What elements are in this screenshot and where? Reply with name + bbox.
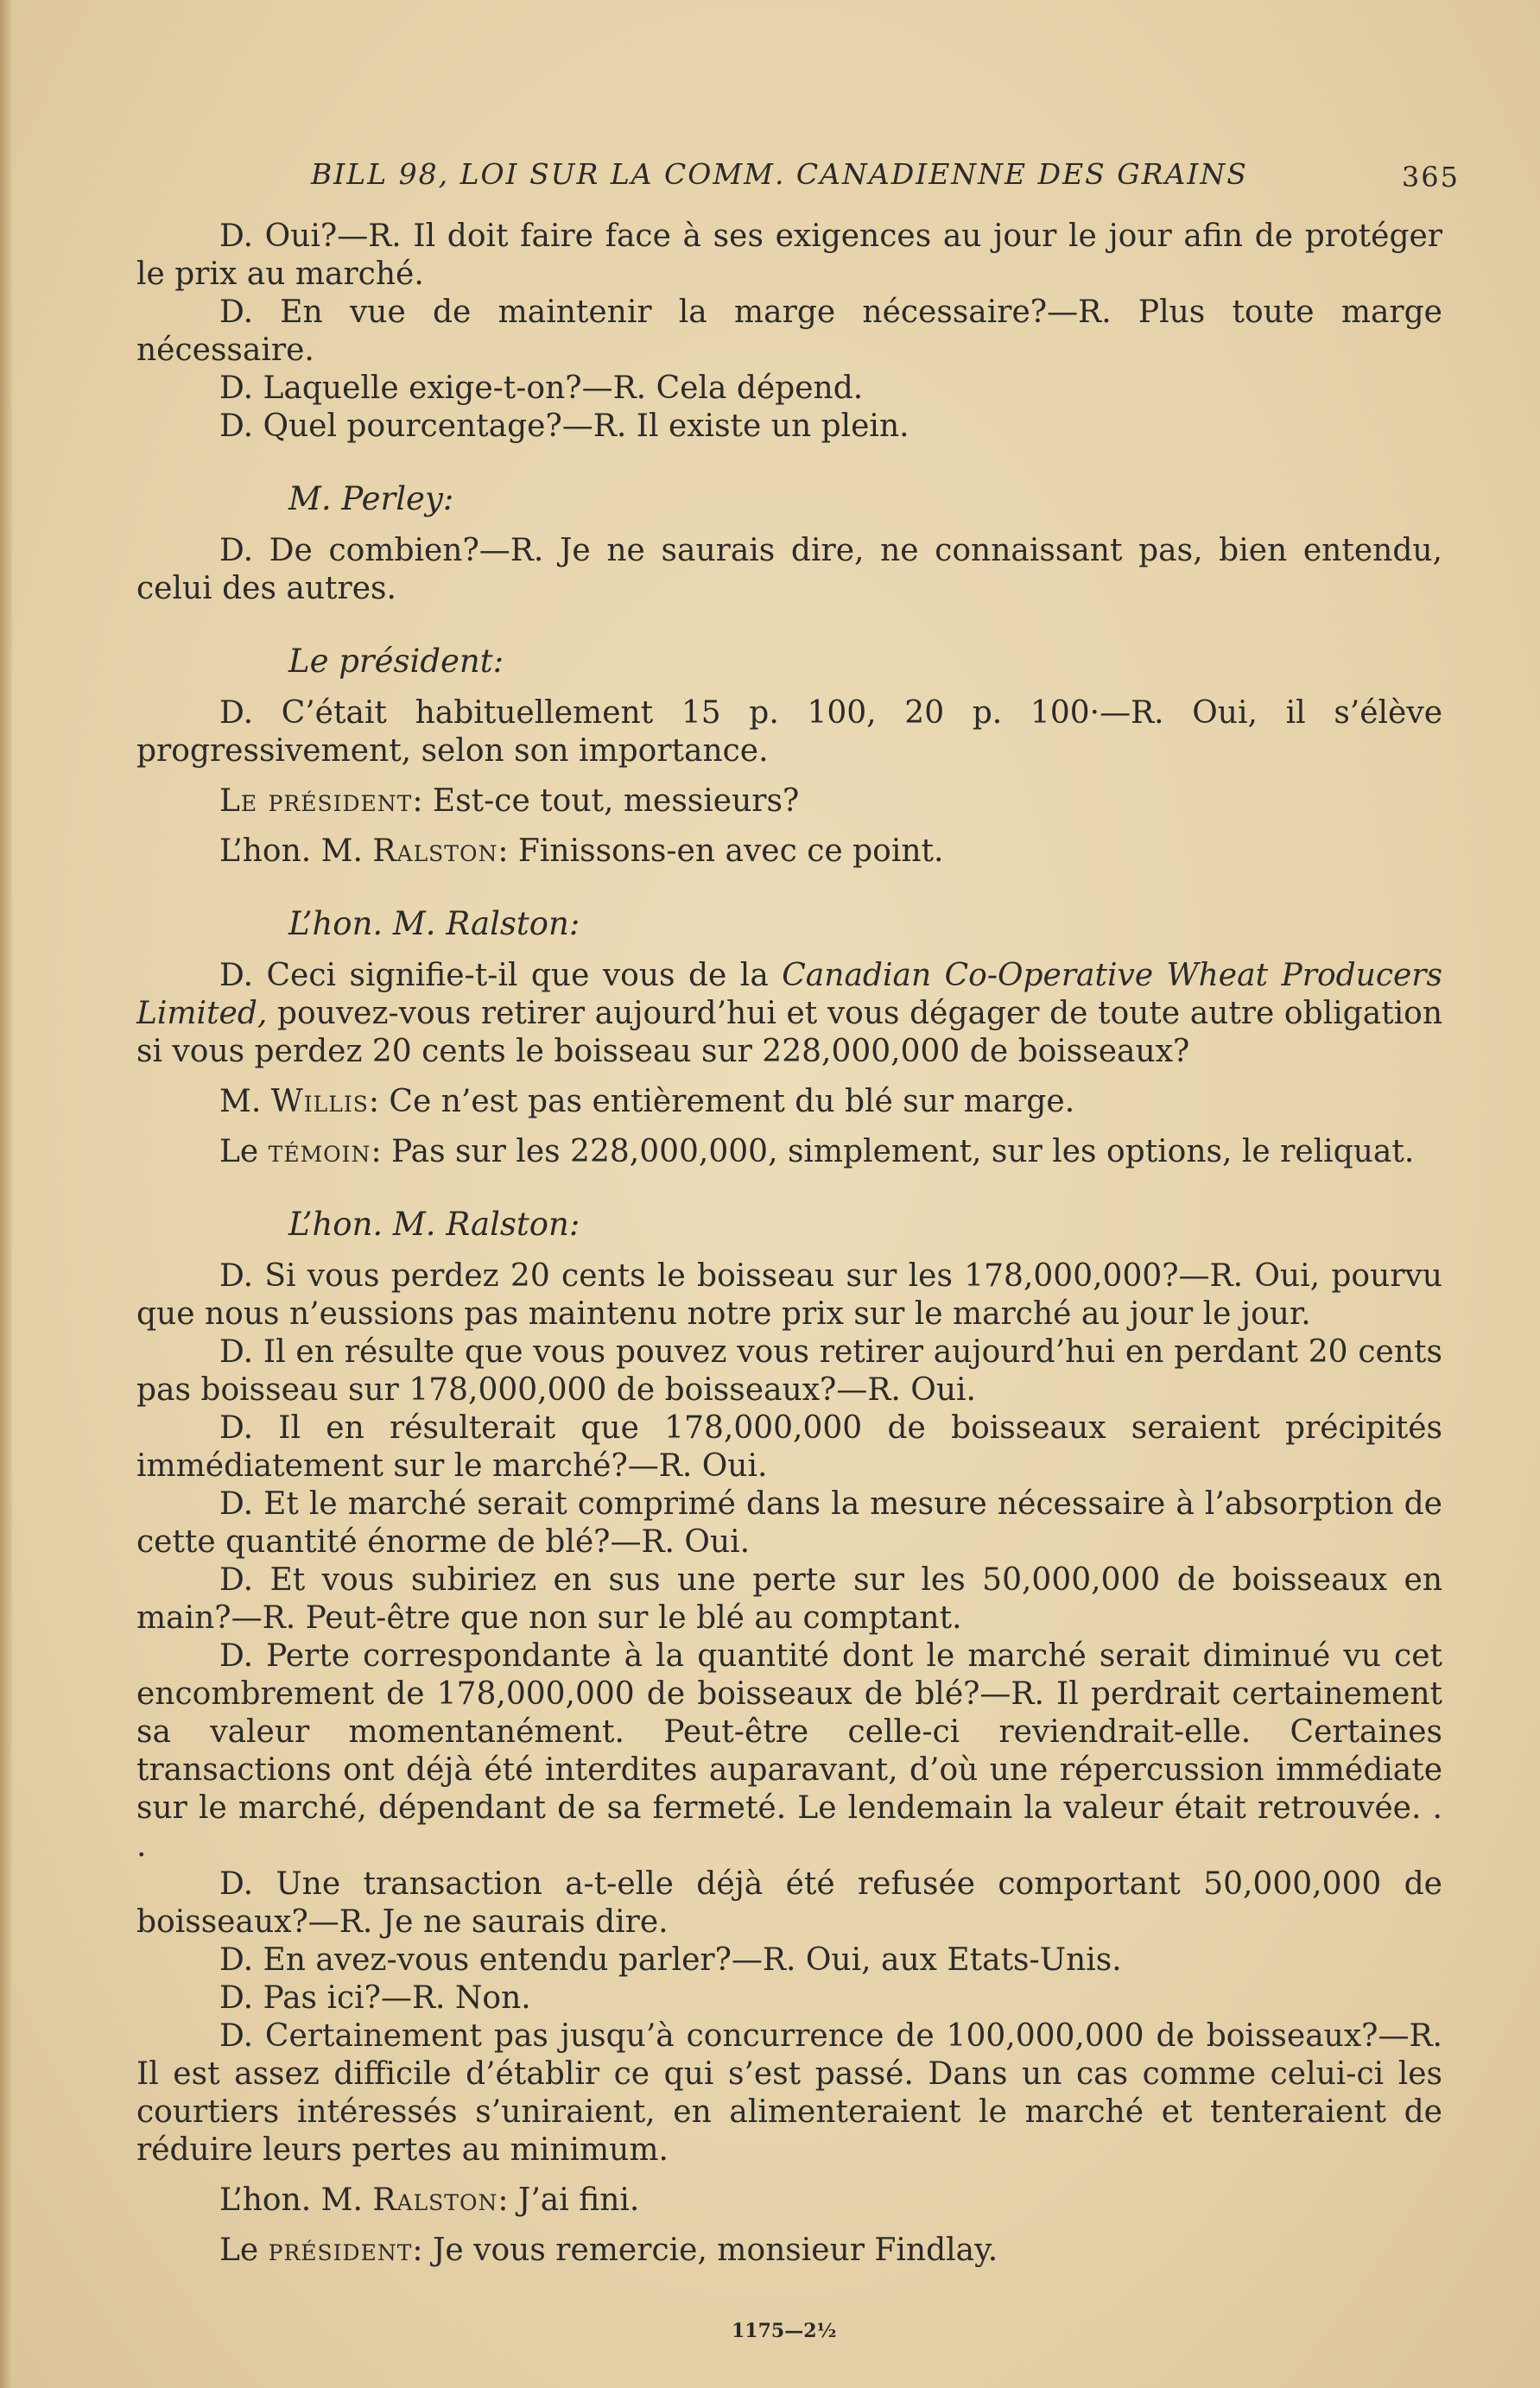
speaker-remark: [136, 782, 1442, 820]
qa-text: pouvez-vous retirer aujourd’hui et vous dégager de toute autre obligation si vous perdez 20 cents le boisseau sur 228,000,000 de boisseaux?: [136, 996, 1442, 1069]
remark-text: : J’ai fini.: [497, 2182, 640, 2218]
speaker-prefix: Le: [219, 2233, 269, 2268]
page-binding-edge: [0, 0, 12, 2388]
page-body: [136, 218, 1442, 2270]
remark-text: : Pas sur les 228,000,000, simplement, sur les options, le reliquat.: [371, 1134, 1415, 1169]
qa-paragraph: D. De combien?—R. Je ne saurais dire, ne connaissant pas, bien entendu, celui des autres.: [136, 533, 1442, 606]
speaker-heading: M. Perley:: [288, 480, 454, 517]
printer-signature: 1175—2½: [732, 2320, 837, 2342]
qa-paragraph: D. Pas ici?—R. Non.: [219, 1980, 531, 2016]
speaker-prefix: Le: [219, 1134, 269, 1169]
remark-text: : Ce n’est pas entièrement du blé sur marge.: [368, 1084, 1075, 1119]
speaker-name: Ralston: [372, 833, 498, 869]
speaker-name: témoin: [268, 1134, 371, 1169]
qa-paragraph: D. C’était habituellement 15 p. 100, 20 p. 100·—R. Oui, il s’élève progressivement, selon son importance.: [136, 695, 1442, 769]
qa-paragraph: D. Perte correspondante à la quantité dont le marché serait diminué vu cet encombrement de 178,000,000 de boisseaux de blé?—R. Il perdrait certainement sa valeur momentanément. Peut-être celle-ci reviendrait-elle. Certaines transactions ont déjà été interdites auparavant, d’où une répercussion immédiate sur le marché, dépendant de sa fermeté. Le lendemain la valeur était retrouvée. . .: [136, 1638, 1442, 1864]
speaker-name: Ralston: [372, 2182, 498, 2218]
qa-paragraph: D. Oui?—R. Il doit faire face à ses exigences au jour le jour afin de protéger le prix au marché.: [136, 219, 1442, 292]
company-name: Canadian Co-Operative Wheat Producers Limited,: [136, 958, 1442, 1031]
qa-paragraph: D. Quel pourcentage?—R. Il existe un plein.: [219, 409, 909, 444]
qa-paragraph: D. Une transaction a-t-elle déjà été refusée comportant 50,000,000 de boisseaux?—R. Je ne saurais dire.: [136, 1866, 1442, 1940]
speaker-remark: [136, 1133, 1442, 1171]
qa-paragraph: D. Et vous subiriez en sus une perte sur les 50,000,000 de boisseaux en main?—R. Peut-être que non sur le blé au comptant.: [136, 1562, 1442, 1636]
speaker-name: Willis: [270, 1084, 369, 1119]
qa-paragraph: D. Il en résulte que vous pouvez vous retirer aujourd’hui en perdant 20 cents pas boisseau sur 178,000,000 de boisseaux?—R. Oui.: [136, 1334, 1442, 1408]
qa-paragraph: D. Et le marché serait comprimé dans la mesure nécessaire à l’absorption de cette quantité énorme de blé?—R. Oui.: [136, 1486, 1442, 1560]
speaker-name: président: [268, 2233, 413, 2268]
speaker-prefix: L’hon. M.: [219, 833, 373, 869]
qa-paragraph: D. Certainement pas jusqu’à concurrence de 100,000,000 de boisseaux?—R. Il est assez difficile d’établir ce qui s’est passé. Dans un cas comme celui-ci les courtiers intéressés s’uniraient, en alimenteraient le marché et tenteraient de réduire leurs pertes au minimum.: [136, 2018, 1442, 2168]
speaker-heading: L’hon. M. Ralston:: [288, 1206, 580, 1243]
speaker-prefix: M.: [219, 1084, 271, 1119]
qa-paragraph: D. En vue de maintenir la marge nécessaire?—R. Plus toute marge nécessaire.: [136, 295, 1442, 368]
speaker-remark: [136, 2182, 1442, 2220]
qa-text: D. Ceci signifie-t-il que vous de la: [219, 958, 783, 993]
qa-paragraph: D. Si vous perdez 20 cents le boisseau sur les 178,000,000?—R. Oui, pourvu que nous n’eussions pas maintenu notre prix sur le marché au jour le jour.: [136, 1258, 1442, 1332]
qa-paragraph: D. Il en résulterait que 178,000,000 de boisseaux seraient précipités immédiatement sur le marché?—R. Oui.: [136, 1410, 1442, 1484]
speaker-remark: [136, 1083, 1442, 1121]
speaker-remark: [136, 2232, 1442, 2270]
speaker-name: Le président: [219, 783, 413, 819]
speaker-heading: Le président:: [288, 643, 504, 680]
qa-paragraph: [136, 957, 1442, 1071]
speaker-prefix: L’hon. M.: [219, 2182, 373, 2218]
remark-text: : Je vous remercie, monsieur Findlay.: [412, 2233, 998, 2268]
speaker-heading: L’hon. M. Ralston:: [288, 905, 580, 942]
page-number: 365: [1401, 161, 1460, 193]
running-title: BILL 98, LOI SUR LA COMM. CANADIENNE DES GRAINS: [311, 157, 1248, 191]
remark-text: : Finissons-en avec ce point.: [497, 833, 944, 869]
running-header: [311, 157, 1460, 209]
remark-text: : Est-ce tout, messieurs?: [412, 783, 800, 819]
qa-paragraph: D. Laquelle exige-t-on?—R. Cela dépend.: [219, 371, 864, 406]
speaker-remark: [136, 833, 1442, 871]
qa-paragraph: D. En avez-vous entendu parler?—R. Oui, aux Etats-Unis.: [219, 1942, 1122, 1978]
